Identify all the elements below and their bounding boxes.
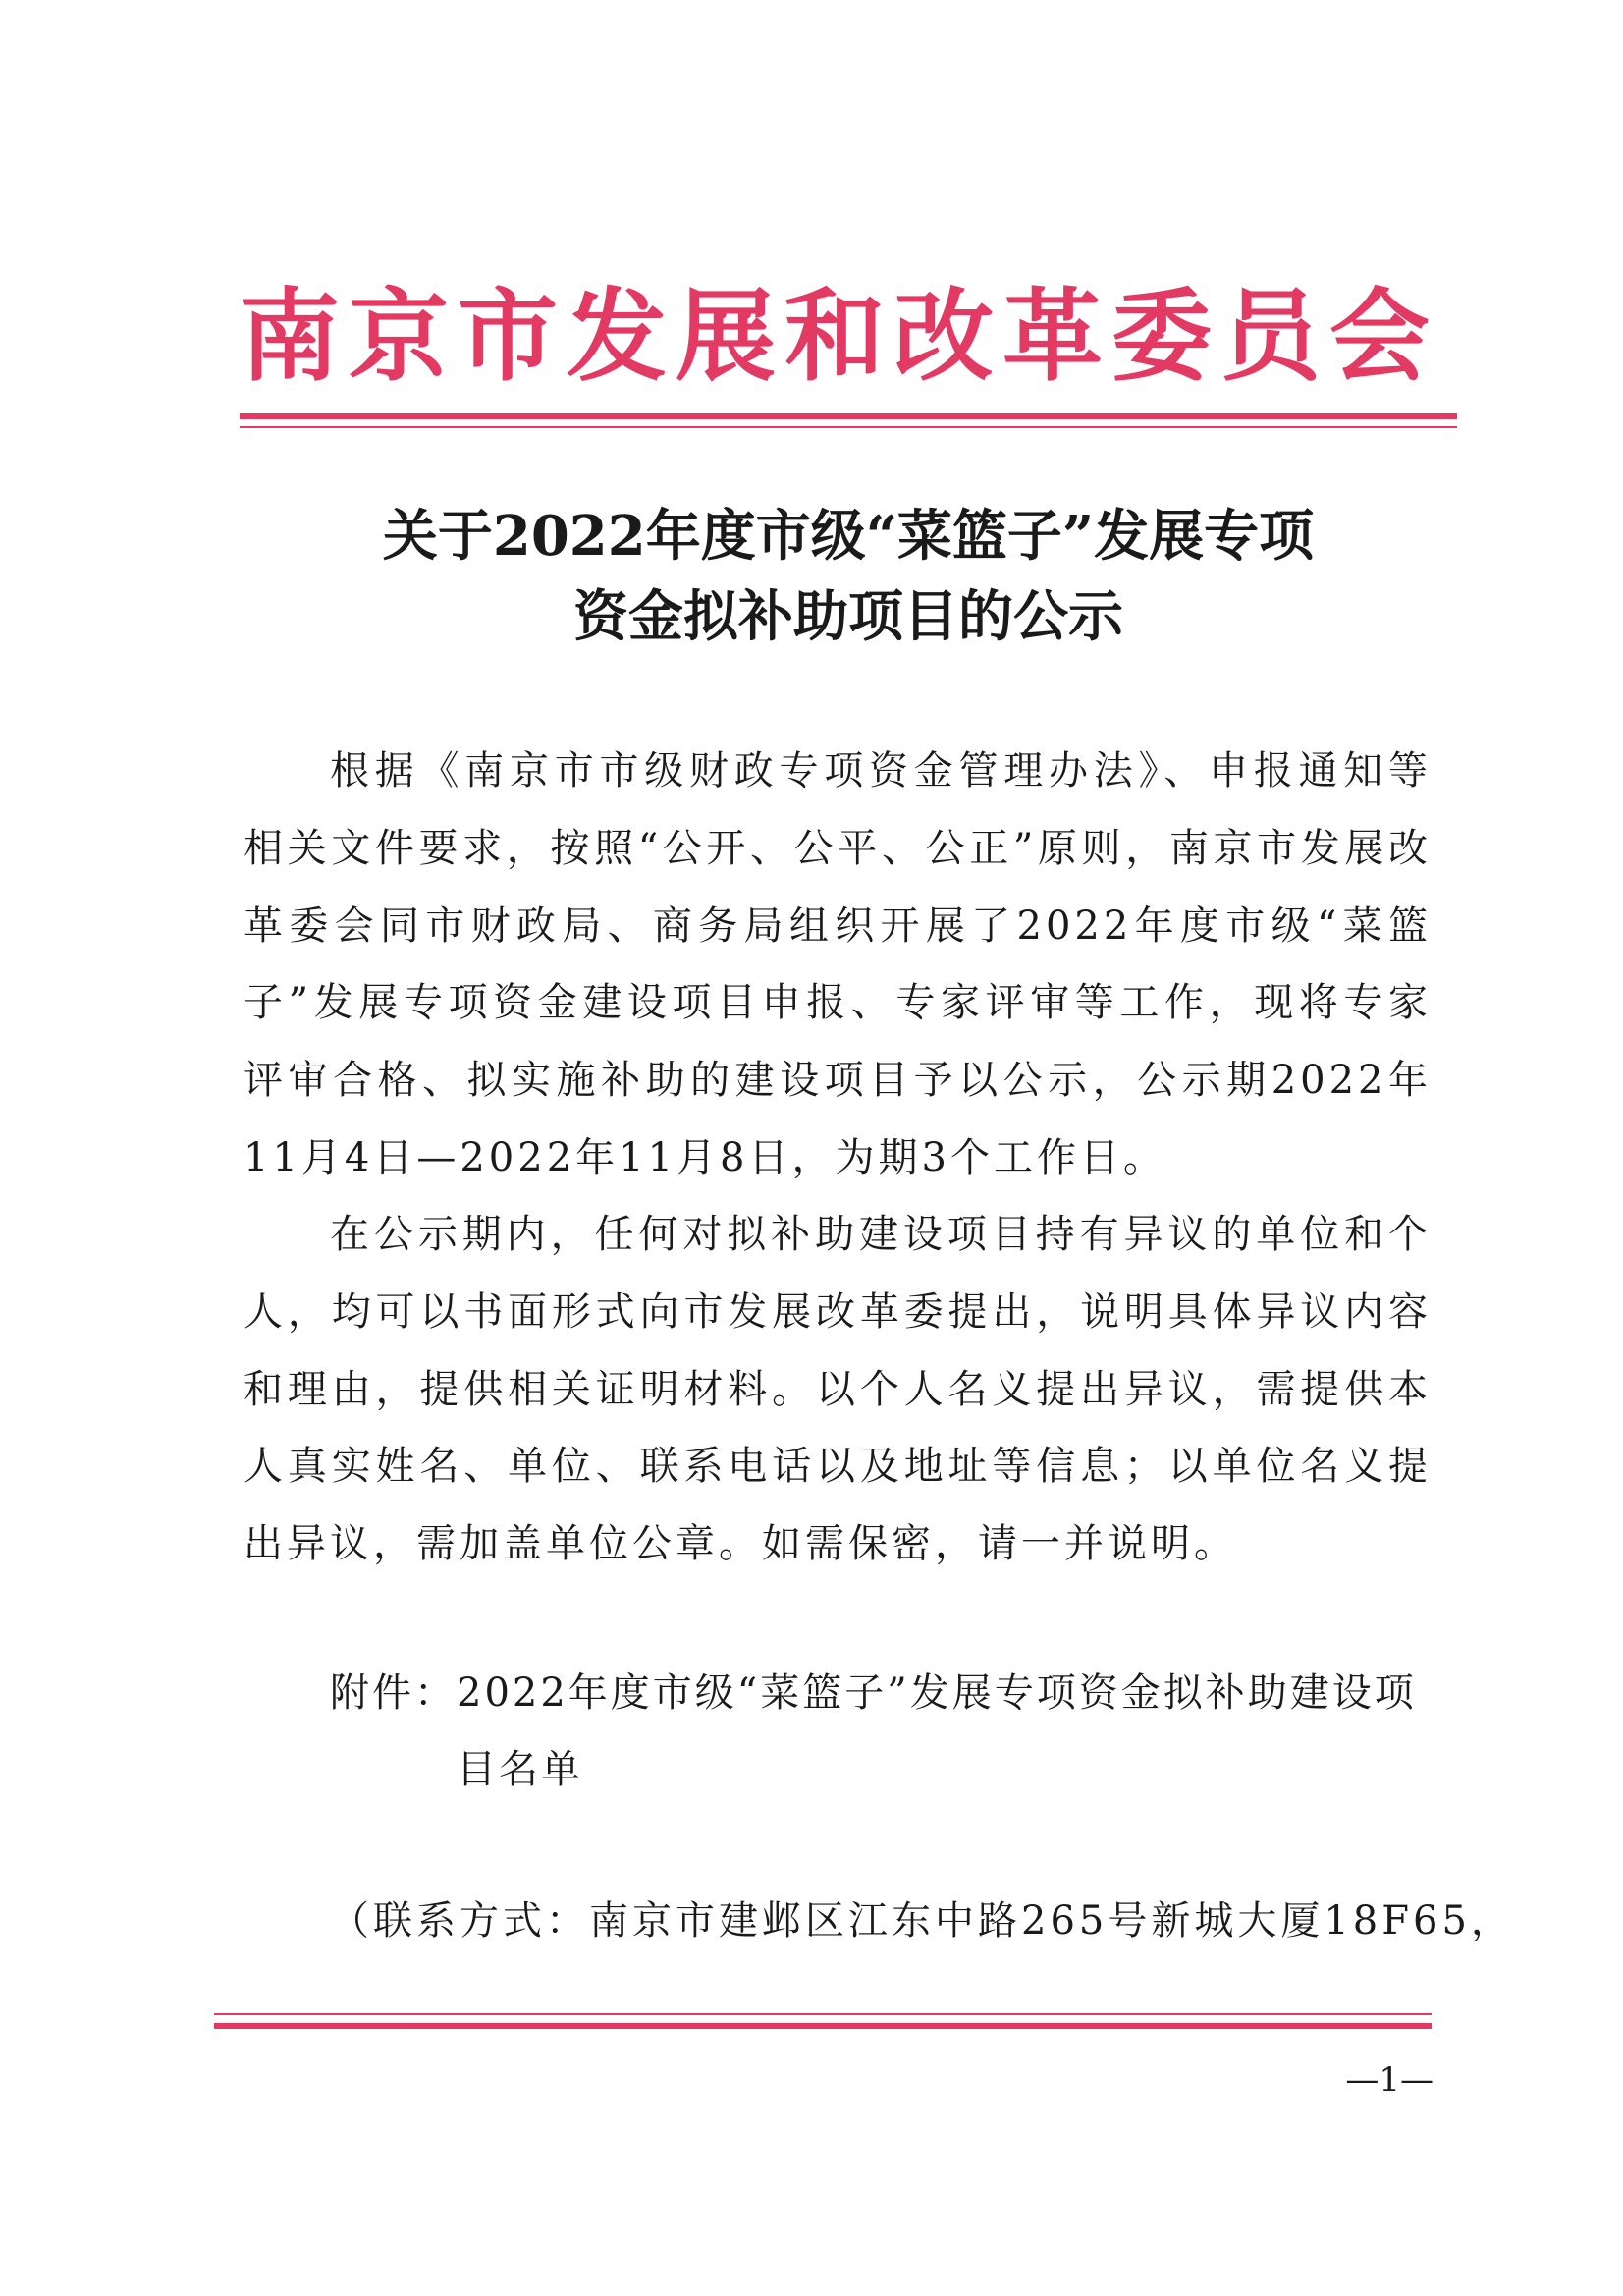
document-title-line-1: 关于2022年度市级“菜篮子”发展专项 xyxy=(382,504,1315,569)
footer-divider-thick xyxy=(214,2023,1432,2029)
issuing-authority-header: 南京市发展和改革委员会 xyxy=(240,278,1438,396)
body-paragraph-2: 在公示期内，任何对拟补助建设项目持有异议的单位和个人，均可以书面形式向市发展改革委提出，说明具体异议内容和理由，提供相关证明材料。以个人名义提出异议，需提供本人真实姓名、单位、联系电话以及地址等信息；以单位名义提出异议，需加盖单位公章。如需保密，请一并说明。 xyxy=(243,1212,1432,1567)
contact-info: （联系方式：南京市建邺区江东中路265号新城大厦18F65， xyxy=(330,1898,1514,1943)
body-paragraph-1: 根据《南京市市级财政专项资金管理办法》、申报通知等相关文件要求，按照“公开、公平、公正”原则，南京市发展改革委会同市财政局、商务局组织开展了2022年度市级“菜篮子”发展专项资金建设项目申报、专家评审等工作，现将专家评审合格、拟实施补助的建设项目予以公示，公示期2022年11月4日—2022年11月8日，为期3个工作日。 xyxy=(243,748,1432,1180)
document-title-line-2: 资金拟补助项目的公示 xyxy=(573,584,1123,649)
attachment-note xyxy=(330,1655,1420,1808)
header-divider-thin xyxy=(240,426,1457,428)
page-number: —1— xyxy=(1345,2060,1434,2100)
footer-divider-thin xyxy=(214,2013,1432,2015)
header-divider-thick xyxy=(240,413,1457,419)
attachment-label: 附件： xyxy=(330,1670,457,1716)
attachment-title: 2022年度市级“菜篮子”发展专项资金拟补助建设项目名单 xyxy=(457,1670,1417,1792)
